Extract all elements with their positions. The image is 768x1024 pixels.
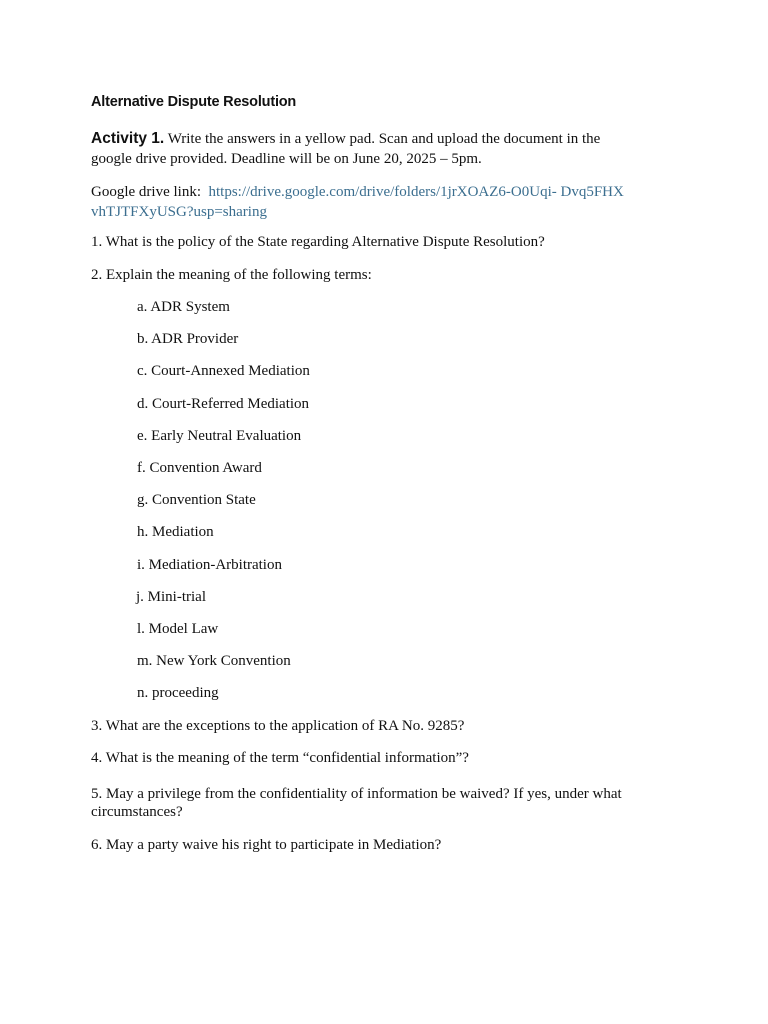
terms-list	[91, 298, 631, 716]
drive-link-line	[91, 182, 631, 222]
question-1: 1. What is the policy of the State regarding Alternative Dispute Resolution?	[91, 234, 545, 250]
question-5: 5. May a privilege from the confidentiality of information be waived? If yes, under what circumstances?	[91, 786, 622, 821]
question-2: 2. Explain the meaning of the following terms:	[91, 267, 372, 283]
activity-instructions	[91, 129, 631, 169]
term-item: m. New York Convention	[137, 653, 291, 670]
term-item: j. Mini-trial	[136, 588, 206, 605]
term-item: i. Mediation-Arbitration	[137, 556, 282, 573]
document-page	[91, 93, 631, 855]
activity-label: Activity 1.	[91, 130, 165, 147]
term-item: a. ADR System	[137, 299, 230, 315]
document-title: Alternative Dispute Resolution	[91, 94, 297, 110]
term-item: f. Convention Award	[137, 459, 262, 476]
question-6: 6. May a party waive his right to participate in Mediation?	[91, 837, 442, 854]
question-4: 4. What is the meaning of the term “confidential information”?	[91, 750, 469, 767]
term-item: g. Convention State	[137, 492, 256, 509]
activity-text: Write the answers in a yellow pad. Scan and upload the document in the google drive provided. Deadline will be on June 20, 2025 – 5pm.	[91, 131, 601, 167]
term-item: c. Court-Annexed Mediation	[137, 363, 310, 380]
drive-link[interactable]: https://drive.google.com/drive/folders/1jrXOAZ6-O0Uqi- Dvq5FHXvhTJTFXyUSG?usp=sharing	[91, 184, 624, 220]
term-item: h. Mediation	[137, 524, 214, 541]
term-item: l. Model Law	[137, 620, 219, 637]
question-3: 3. What are the exceptions to the application of RA No. 9285?	[91, 718, 465, 735]
drive-link-label: Google drive link:	[91, 184, 201, 200]
term-item: n. proceeding	[137, 685, 219, 702]
term-item: b. ADR Provider	[137, 331, 239, 348]
term-item: d. Court-Referred Mediation	[137, 395, 310, 412]
term-item: e. Early Neutral Evaluation	[137, 427, 302, 444]
